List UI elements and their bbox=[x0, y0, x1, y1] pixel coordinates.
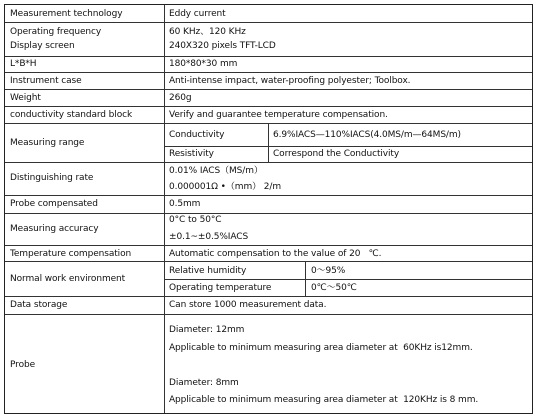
sublabel-relative-humidity: Relative humidity bbox=[169, 266, 247, 276]
value-resistivity: Correspond the Conductivity bbox=[273, 149, 400, 159]
value-probe-diameter-12: Diameter: 12mm bbox=[169, 325, 245, 335]
value-measurement-technology: Eddy current bbox=[169, 9, 226, 19]
label-conductivity-standard-block: conductivity standard block bbox=[10, 110, 133, 120]
value-operating-temperature: 0℃～50℃ bbox=[311, 283, 357, 293]
row-divider bbox=[5, 56, 532, 57]
row-divider bbox=[5, 89, 532, 90]
value-distinguishing-rate-iacs: 0.01% IACS（MS/m） bbox=[169, 166, 263, 176]
sublabel-resistivity: Resistivity bbox=[169, 149, 214, 159]
row-divider bbox=[5, 213, 532, 214]
row-divider bbox=[164, 146, 532, 147]
sublabel-conductivity: Conductivity bbox=[169, 130, 225, 140]
label-instrument-case: Instrument case bbox=[10, 76, 82, 86]
row-divider bbox=[164, 279, 532, 280]
label-normal-work-environment: Normal work environment bbox=[10, 274, 126, 284]
row-divider bbox=[5, 314, 532, 315]
value-probe-area-60khz: Applicable to minimum measuring area diameter at 60KHz is12mm. bbox=[169, 343, 473, 353]
value-relative-humidity: 0～95% bbox=[311, 266, 346, 276]
row-divider bbox=[5, 296, 532, 297]
label-dimensions: L*B*H bbox=[10, 59, 37, 69]
label-data-storage: Data storage bbox=[10, 300, 68, 310]
row-divider bbox=[5, 261, 532, 262]
row-divider bbox=[5, 22, 532, 23]
value-probe-diameter-8: Diameter: 8mm bbox=[169, 378, 239, 388]
row-divider bbox=[5, 72, 532, 73]
label-measuring-range: Measuring range bbox=[10, 138, 85, 148]
column-divider bbox=[305, 261, 306, 296]
value-distinguishing-rate-resistivity: 0.000001Ω •（mm） 2/m bbox=[169, 182, 282, 192]
label-probe-compensated: Probe compensated bbox=[10, 199, 98, 209]
label-display-screen: Display screen bbox=[10, 41, 75, 51]
value-measuring-accuracy-tolerance: ±0.1~±0.5%IACS bbox=[169, 232, 249, 242]
label-measuring-accuracy: Measuring accuracy bbox=[10, 224, 99, 234]
value-conductivity: 6.9%IACS—110%IACS(4.0MS/m—64MS/m) bbox=[273, 130, 461, 140]
value-measuring-accuracy-range: 0°C to 50°C bbox=[169, 215, 222, 225]
value-probe-compensated: 0.5mm bbox=[169, 199, 201, 209]
value-data-storage: Can store 1000 measurement data. bbox=[169, 300, 327, 310]
value-operating-frequency: 60 KHz、120 KHz bbox=[169, 27, 246, 37]
label-distinguishing-rate: Distinguishing rate bbox=[10, 173, 94, 183]
row-divider bbox=[5, 162, 532, 163]
value-weight: 260g bbox=[169, 93, 192, 103]
value-probe-area-120khz: Applicable to minimum measuring area diameter at 120KHz is 8 mm. bbox=[169, 395, 479, 405]
row-divider bbox=[5, 106, 532, 107]
specification-table bbox=[4, 4, 533, 414]
row-divider bbox=[5, 195, 532, 196]
label-measurement-technology: Measurement technology bbox=[10, 9, 123, 19]
label-probe: Probe bbox=[10, 360, 36, 370]
value-display-screen: 240X320 pixels TFT-LCD bbox=[169, 41, 276, 51]
column-divider bbox=[164, 5, 165, 413]
label-temperature-compensation: Temperature compensation bbox=[10, 249, 132, 259]
row-divider bbox=[5, 245, 532, 246]
value-temperature-compensation: Automatic compensation to the value of 20 ℃. bbox=[169, 249, 382, 259]
value-dimensions: 180*80*30 mm bbox=[169, 59, 238, 69]
label-weight: Weight bbox=[10, 93, 41, 103]
value-conductivity-standard-block: Verify and guarantee temperature compensation. bbox=[169, 110, 388, 120]
value-instrument-case: Anti-intense impact, water-proofing polyester; Toolbox. bbox=[169, 76, 411, 86]
label-operating-frequency: Operating frequency bbox=[10, 27, 102, 37]
sublabel-operating-temperature: Operating temperature bbox=[169, 283, 272, 293]
column-divider bbox=[268, 123, 269, 162]
